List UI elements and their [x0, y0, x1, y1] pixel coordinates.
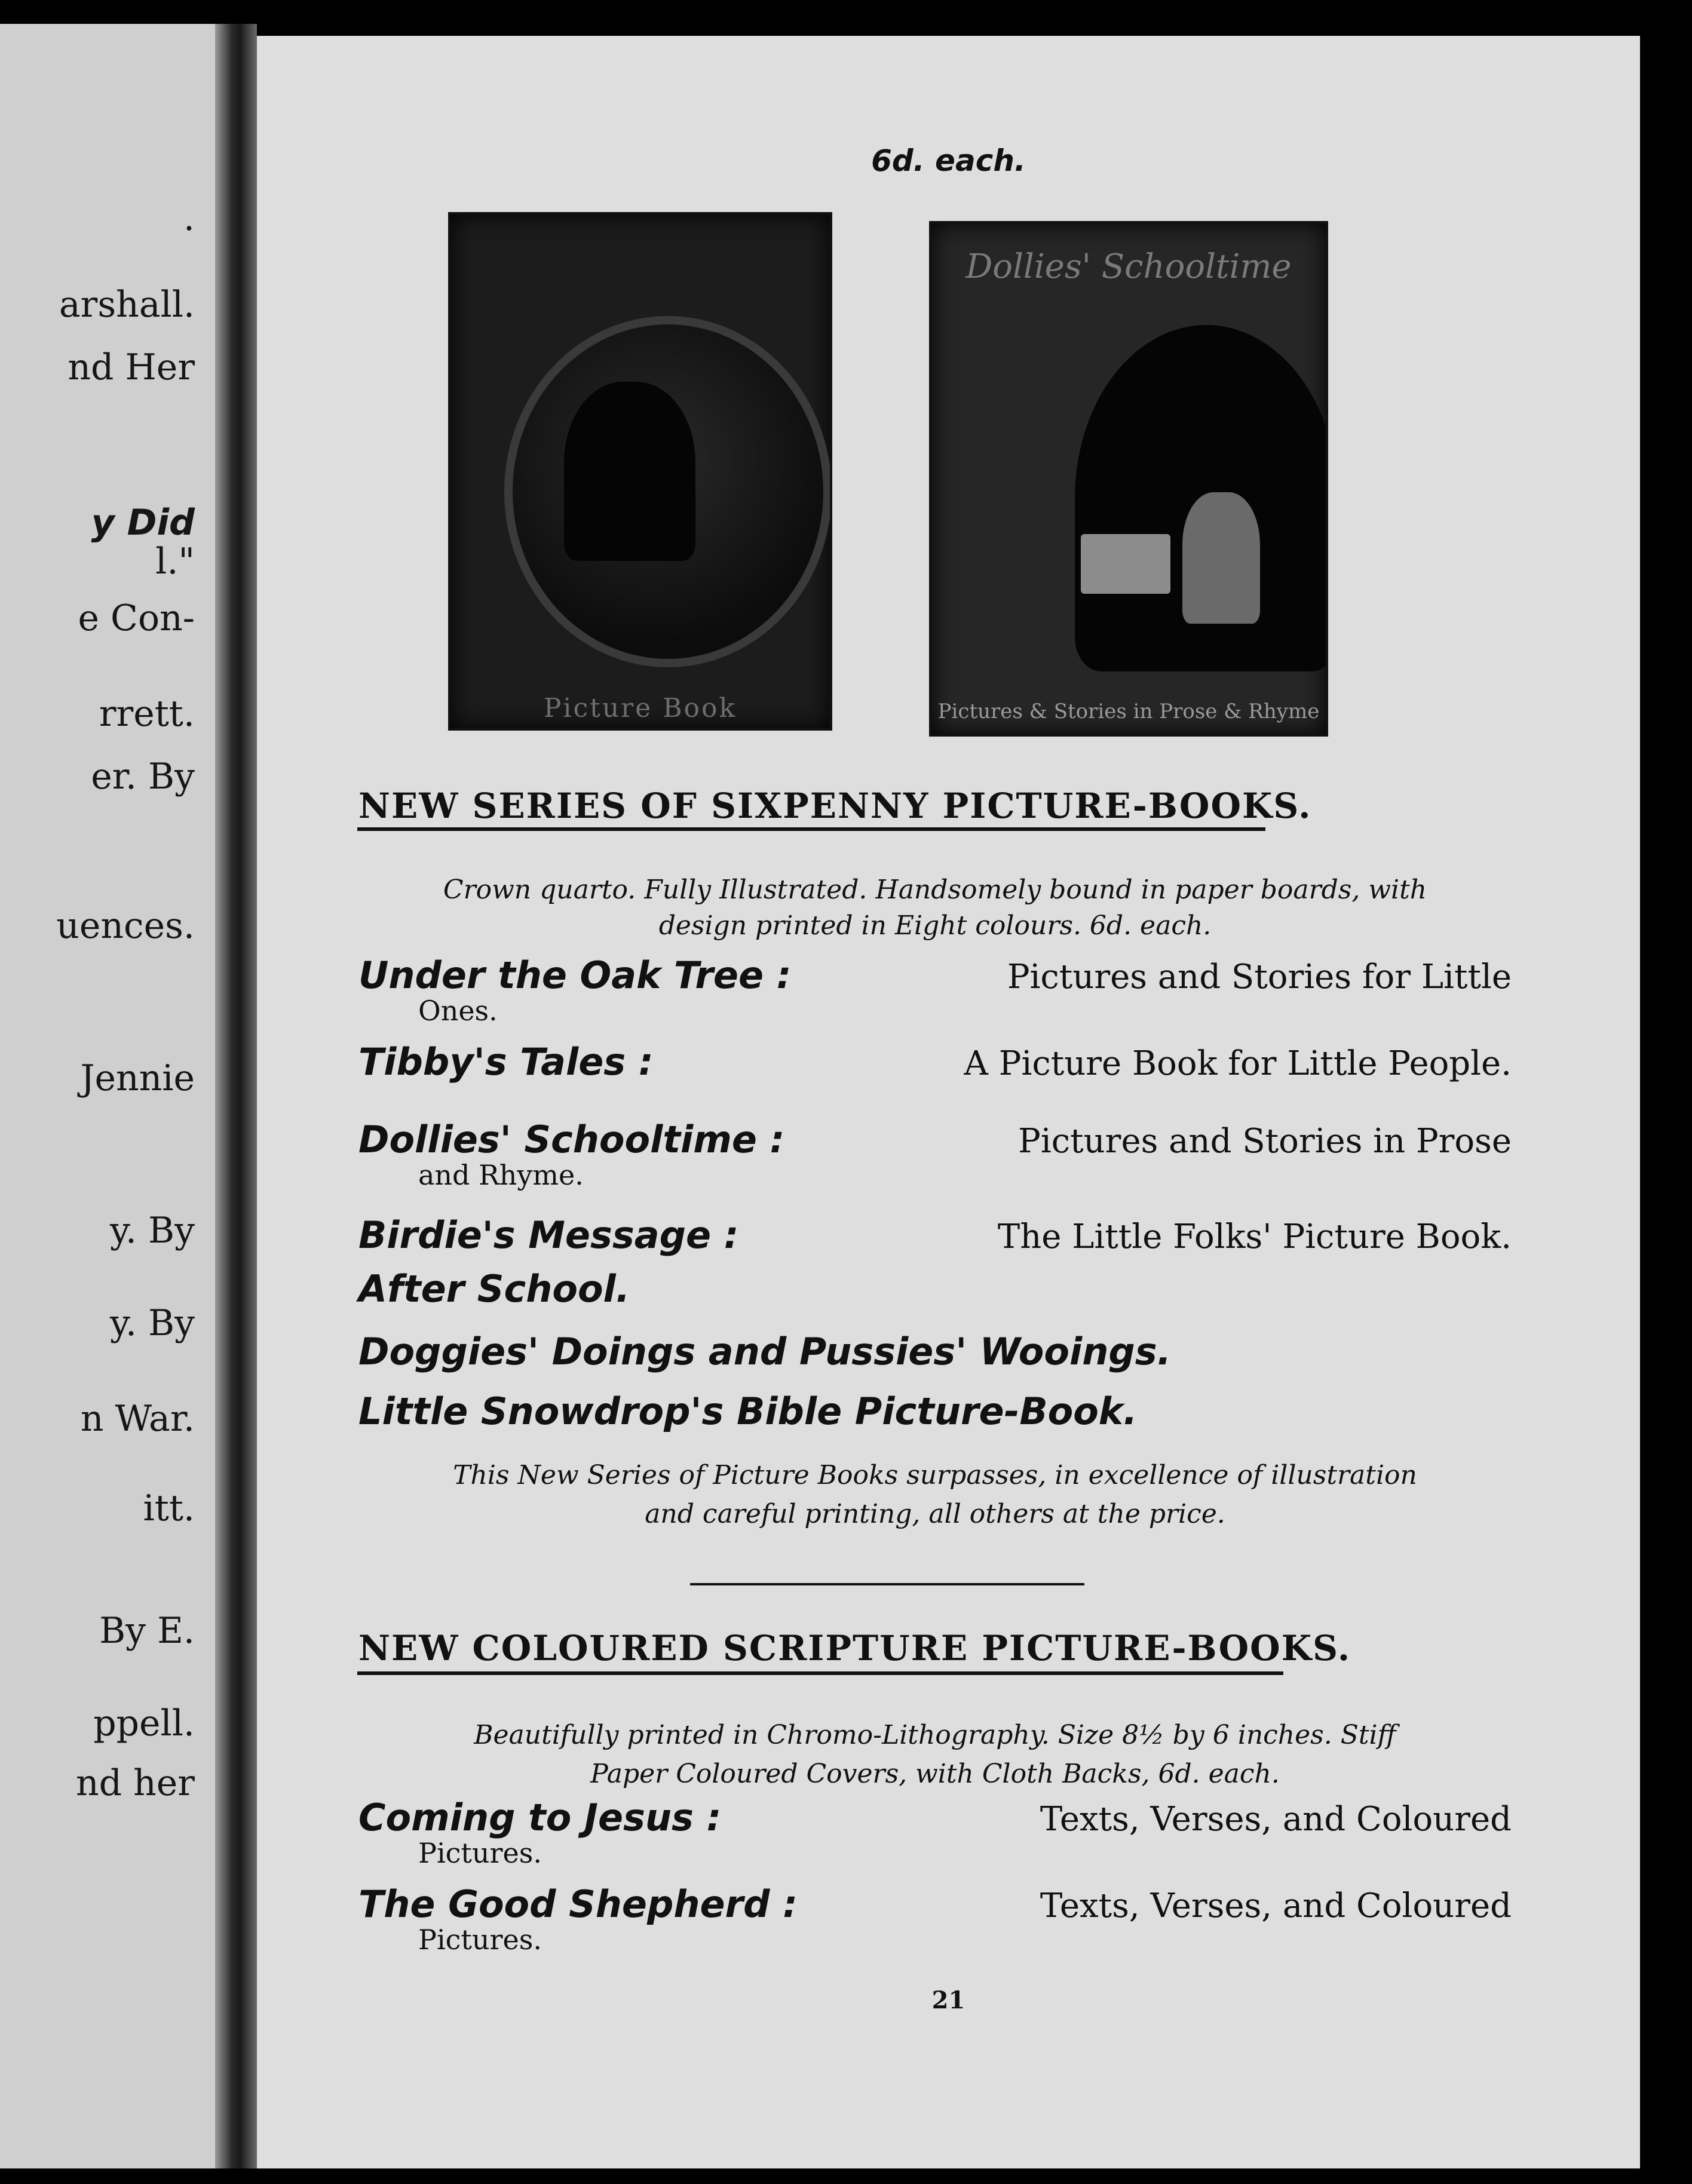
left-fragment: rrett.: [99, 693, 195, 735]
entry-title: Coming to Jesus :: [358, 1796, 722, 1839]
left-fragment: .: [183, 197, 195, 239]
entry-continuation: Pictures.: [418, 1837, 542, 1869]
previous-page-strip: [0, 24, 215, 2168]
heading-underline: [357, 827, 1265, 831]
left-fragment: Jennie: [80, 1057, 195, 1099]
entry-title: Doggies' Doings and Pussies' Wooings.: [358, 1330, 1172, 1373]
left-fragment: itt.: [143, 1487, 195, 1529]
section-description: Paper Coloured Covers, with Cloth Backs, 6d. each.: [590, 1759, 1280, 1789]
section-description: Crown quarto. Fully Illustrated. Handsomely bound in paper boards, with: [443, 875, 1427, 905]
price-header: 6d. each.: [871, 143, 1026, 178]
left-fragment: arshall.: [59, 284, 195, 326]
entry-subtitle: Pictures and Stories in Prose: [1018, 1122, 1512, 1161]
left-fragment: er. By: [91, 756, 195, 797]
cover-slate-icon: [1081, 534, 1170, 594]
left-fragment: nd her: [76, 1762, 195, 1804]
entry-title: Birdie's Message :: [358, 1213, 739, 1257]
book-gutter: [215, 24, 257, 2168]
entry-subtitle: The Little Folks' Picture Book.: [997, 1217, 1512, 1256]
cover-child-icon: [1182, 492, 1260, 624]
left-fragment: By E.: [99, 1610, 195, 1652]
entry-title: Little Snowdrop's Bible Picture-Book.: [358, 1389, 1138, 1433]
section-heading: NEW COLOURED SCRIPTURE PICTURE-BOOKS.: [358, 1628, 1351, 1668]
left-fragment: l.": [155, 541, 195, 582]
entry-title: After School.: [358, 1267, 630, 1311]
left-fragment: ppell.: [93, 1703, 195, 1744]
entry-continuation: Pictures.: [418, 1924, 542, 1956]
section-divider: [690, 1583, 1084, 1585]
catalogue-entry: [358, 1389, 1512, 1433]
heading-underline: [357, 1671, 1283, 1675]
section-heading: NEW SERIES OF SIXPENNY PICTURE-BOOKS.: [358, 786, 1312, 826]
entry-continuation: Ones.: [418, 995, 498, 1027]
section-description: Beautifully printed in Chromo-Lithography. Size 8½ by 6 inches. Stiff: [474, 1720, 1396, 1750]
cover-figure-icon: [564, 382, 695, 561]
book-cover-illustration: [448, 212, 832, 731]
entry-subtitle: Pictures and Stories for Little: [1007, 958, 1512, 996]
entry-continuation: and Rhyme.: [418, 1159, 584, 1191]
entry-subtitle: Texts, Verses, and Coloured: [1040, 1887, 1512, 1925]
left-fragment: y. By: [109, 1302, 195, 1344]
page-number: 21: [931, 1986, 965, 2014]
left-fragment: y. By: [109, 1210, 195, 1251]
entry-title: The Good Shepherd :: [358, 1882, 798, 1926]
entry-subtitle: A Picture Book for Little People.: [964, 1044, 1512, 1083]
left-fragment: y Did: [91, 502, 195, 544]
entry-title: Dollies' Schooltime :: [358, 1118, 785, 1161]
cover-title: Picture Book: [543, 693, 737, 723]
entry-subtitle: Texts, Verses, and Coloured: [1040, 1800, 1512, 1839]
catalogue-page: [257, 36, 1640, 2168]
entry-title: Under the Oak Tree :: [358, 953, 792, 997]
catalogue-entry: [358, 1332, 1512, 1373]
left-fragment: nd Her: [68, 346, 195, 388]
book-cover-illustration: [929, 221, 1328, 737]
left-fragment: uences.: [56, 905, 195, 947]
section-note: This New Series of Picture Books surpasses, in excellence of illustration: [453, 1460, 1417, 1490]
catalogue-entry: [358, 1269, 1512, 1311]
section-note: and careful printing, all others at the price.: [645, 1499, 1225, 1529]
catalogue-entry: [358, 1213, 1512, 1257]
catalogue-entry: [358, 1042, 1512, 1084]
catalogue-entry: [358, 953, 1512, 997]
cover-title-top: Dollies' Schooltime: [965, 247, 1292, 286]
left-fragment: n War.: [80, 1398, 195, 1440]
entry-title: Tibby's Tales :: [358, 1040, 654, 1084]
catalogue-entry: [358, 1120, 1512, 1161]
catalogue-entry: [358, 1882, 1512, 1926]
catalogue-entry: [358, 1798, 1512, 1839]
left-fragment: e Con-: [78, 597, 195, 639]
cover-title-bottom: Pictures & Stories in Prose & Rhyme: [937, 700, 1320, 723]
section-description: design printed in Eight colours. 6d. each.: [658, 910, 1212, 941]
